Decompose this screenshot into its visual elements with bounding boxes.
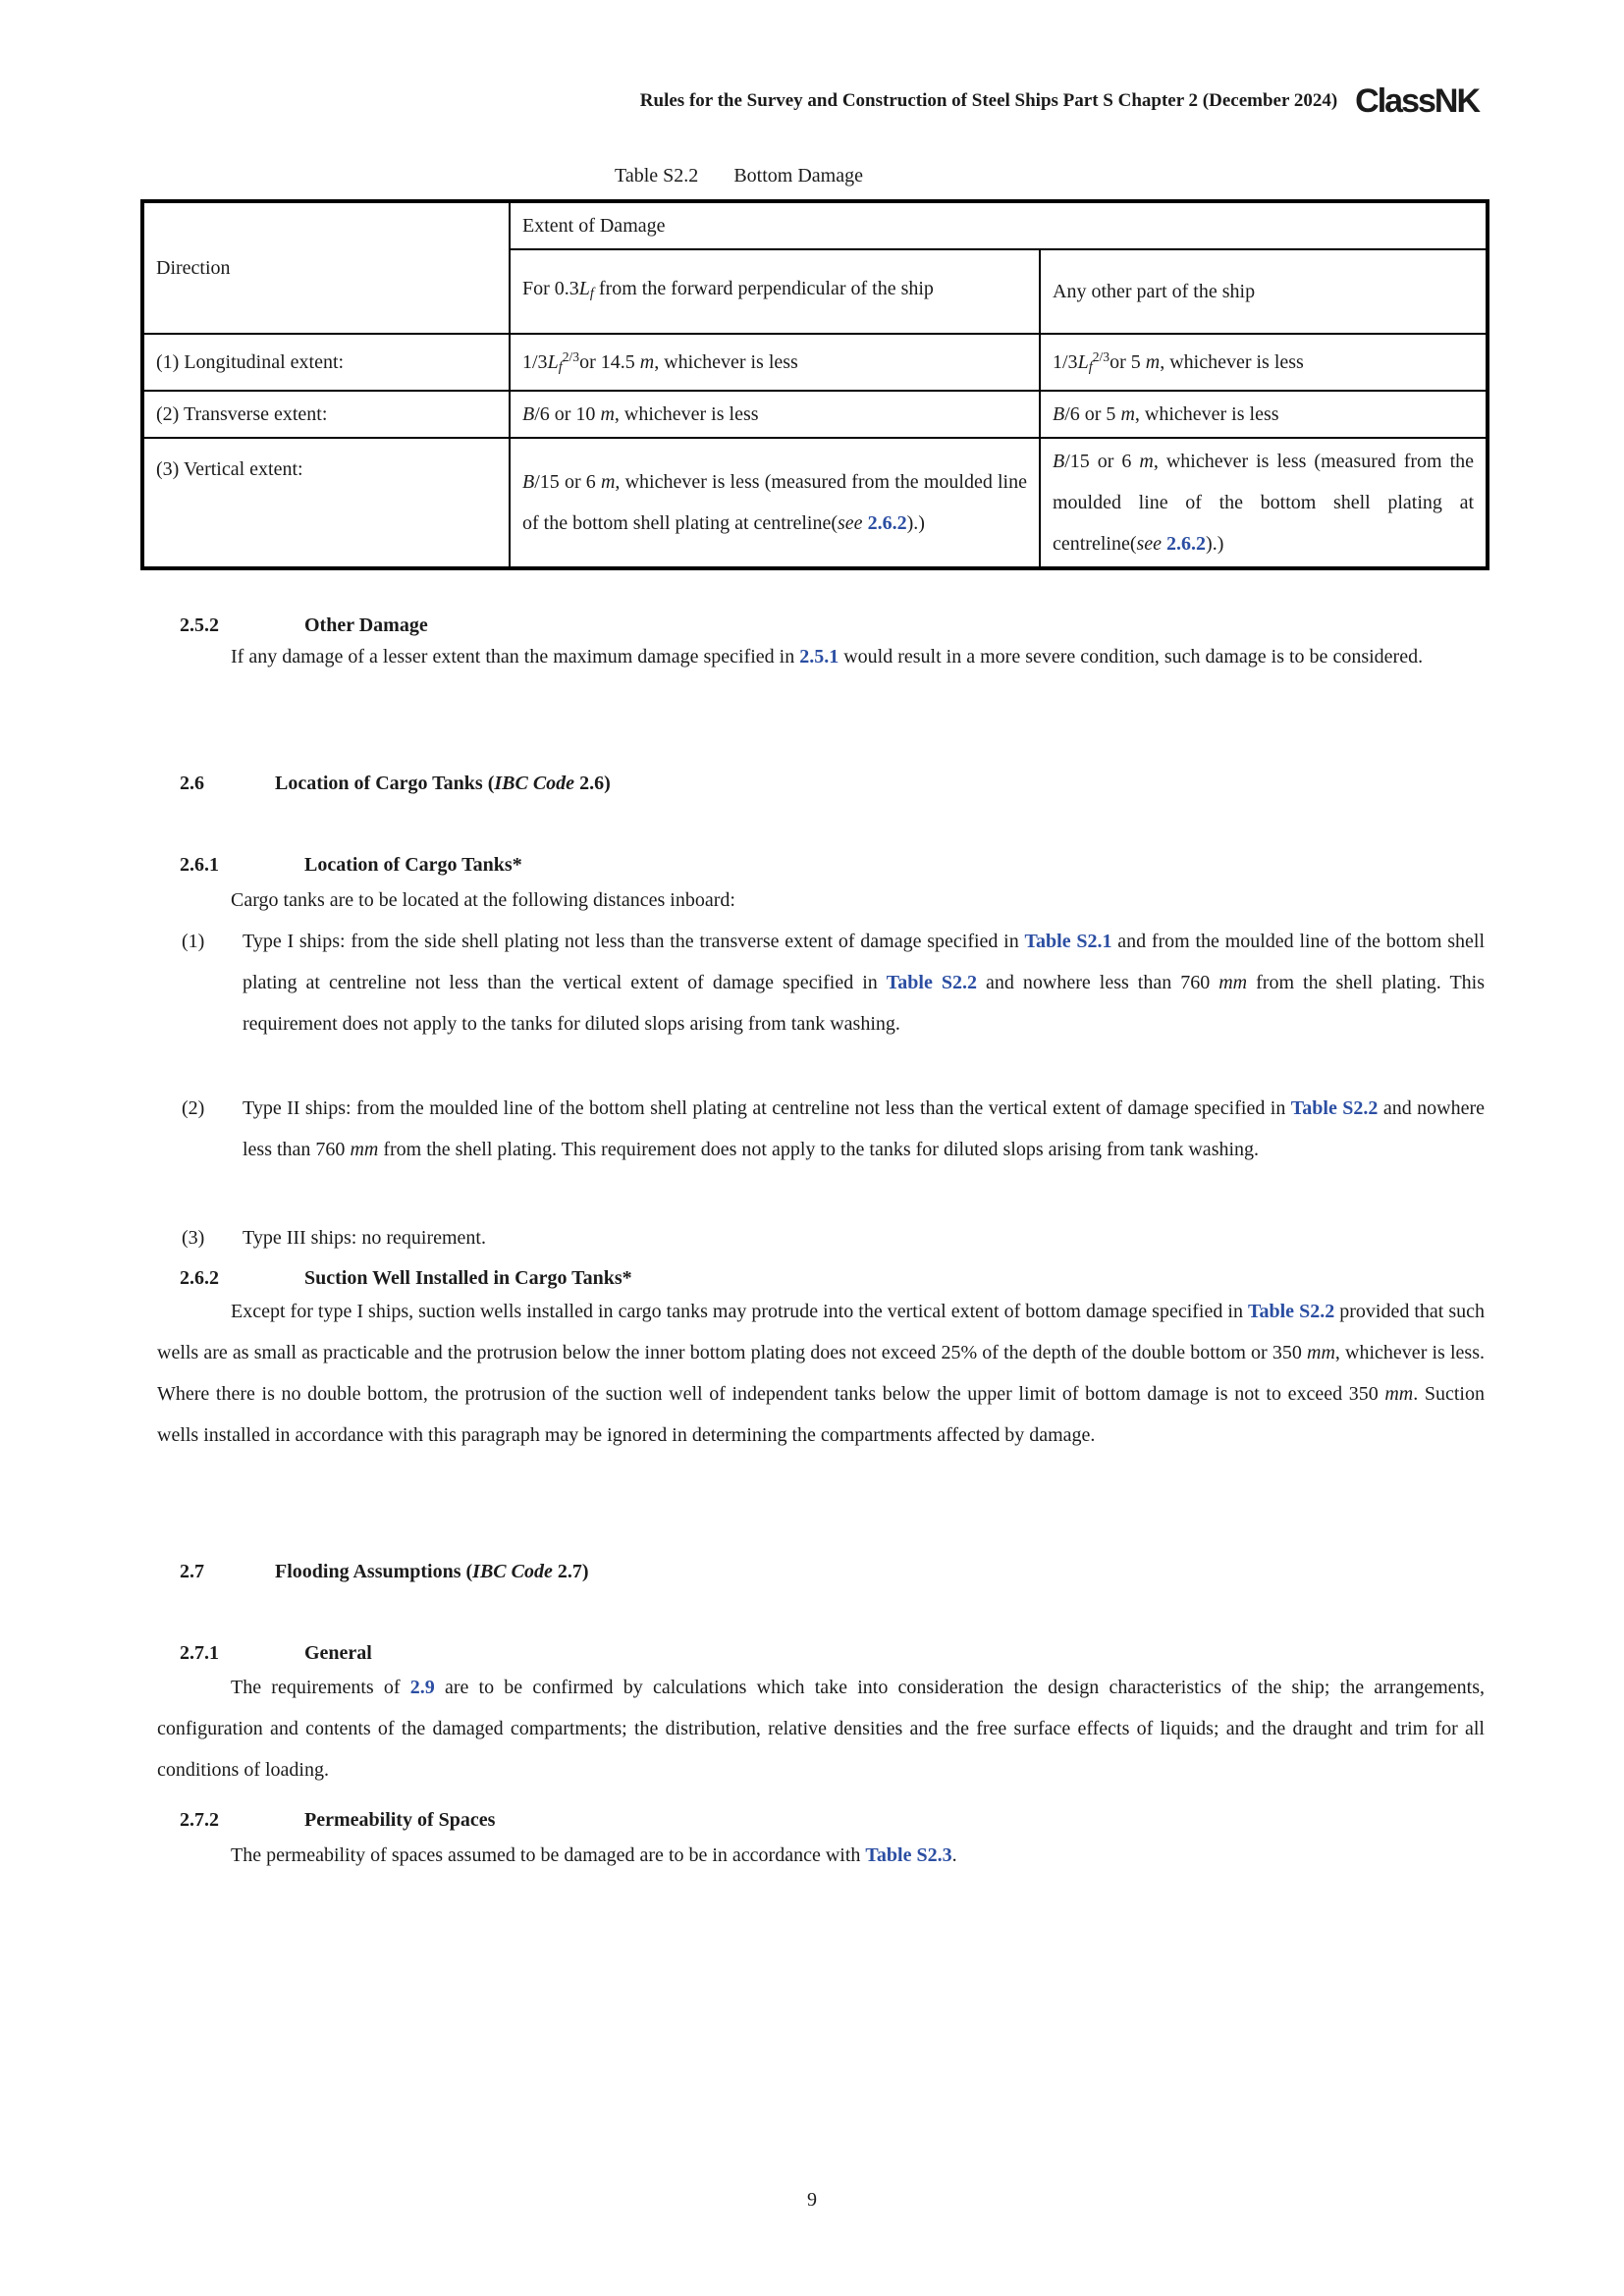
text-segment: . — [951, 1844, 957, 1866]
list-marker: (2) — [182, 1097, 205, 1119]
table-row — [142, 438, 1488, 568]
text-segment: B — [1053, 402, 1065, 425]
section-number: 2.6.2 — [180, 1267, 219, 1289]
list-item-text — [243, 921, 1485, 1044]
table-header-direction: Direction — [142, 201, 510, 334]
text-segment: 2.6) — [574, 773, 611, 794]
text-segment: f — [1088, 358, 1093, 375]
text-segment: would result in a more severe condition, such damage is to be considered. — [839, 646, 1424, 667]
section-number: 2.7.1 — [180, 1642, 219, 1664]
page-header — [0, 84, 1624, 118]
table-header-extent: Extent of Damage — [510, 201, 1488, 249]
text-segment: B — [522, 470, 535, 493]
cell-transverse-other — [1040, 391, 1488, 438]
text-segment: 2/3 — [1092, 349, 1110, 364]
cross-reference-link[interactable]: Table S2.2 — [886, 972, 977, 993]
text-segment: ).) — [906, 511, 925, 534]
text-segment: Except for type I ships, suction wells installed in cargo tanks may protrude into the vertical extent of bottom damage specified in — [231, 1301, 1248, 1322]
text-segment: provided that such wells are as small as practicable and the protrusion below the inner bottom plating does not exceed 25% of the depth of the double bottom or 350 — [157, 1301, 1486, 1363]
text-segment: 1/3 — [1053, 350, 1078, 373]
text-segment: The requirements of — [231, 1677, 410, 1698]
text-segment: m — [1145, 350, 1161, 373]
text-segment: The permeability of spaces assumed to be damaged are to be in accordance with — [231, 1844, 866, 1866]
text-segment: mm — [1384, 1383, 1414, 1405]
cross-reference-link[interactable]: Table S2.2 — [1290, 1097, 1379, 1119]
table-row — [142, 391, 1488, 438]
text-segment: from the forward perpendicular of the ship — [593, 278, 934, 300]
cross-reference-link[interactable]: 2.6.2 — [867, 511, 907, 534]
list-item-text — [243, 1088, 1485, 1170]
list-item-2 — [182, 1088, 1485, 1170]
text-segment: IBC Code — [472, 1561, 553, 1582]
section-number: 2.6 — [180, 773, 204, 794]
text-segment: /6 or 5 — [1064, 402, 1121, 425]
section-title: Permeability of Spaces — [304, 1809, 496, 1831]
list-item-text — [243, 1217, 1485, 1258]
text-segment: ).) — [1206, 532, 1224, 555]
row-label-transverse: (2) Transverse extent: — [142, 391, 510, 438]
text-segment: For 0.3 — [522, 278, 579, 300]
text-segment: , whichever is less — [614, 402, 759, 425]
bottom-damage-table — [140, 199, 1489, 570]
section-title — [275, 1551, 589, 1592]
section-number: 2.7.2 — [180, 1809, 219, 1831]
text-segment: see — [1136, 532, 1163, 555]
text-segment: and from the moulded line of the bottom shell plating at centreline not less than the vertical extent of damage specified in — [243, 931, 1486, 993]
text-segment: , whichever is less — [1160, 350, 1304, 373]
table-caption — [157, 165, 1321, 187]
text-segment: Location of Cargo Tanks ( — [275, 773, 495, 794]
paragraph-2-7-2 — [157, 1835, 1485, 1876]
text-segment: m — [1139, 450, 1154, 472]
text-segment: from the shell plating. This requirement does not apply to the tanks for diluted slops arising from tank washing. — [243, 972, 1486, 1035]
table-caption-label: Table S2.2 — [615, 165, 699, 187]
text-segment: 1/3 — [522, 350, 548, 373]
section-title — [275, 763, 611, 804]
section-number: 2.6.1 — [180, 854, 219, 876]
cross-reference-link[interactable]: Table S2.1 — [1024, 931, 1112, 952]
table-header-other — [1040, 249, 1488, 334]
text-segment: 2.7) — [552, 1561, 589, 1582]
section-title: Other Damage — [304, 614, 428, 636]
table-caption-title: Bottom Damage — [733, 165, 863, 187]
text-segment: or 14.5 — [579, 350, 640, 373]
text-segment: , whichever is less (measured from the moulded line of the bottom shell plating at centreline( — [1053, 450, 1475, 555]
text-segment: 2/3 — [562, 349, 580, 364]
cross-reference-link[interactable]: 2.6.2 — [1166, 532, 1207, 555]
text-segment: IBC Code — [494, 773, 575, 794]
cell-longitudinal-forward — [510, 334, 1040, 391]
cell-transverse-forward — [510, 391, 1040, 438]
text-segment: Type II ships: from the moulded line of the bottom shell plating at centreline not less than the vertical extent of damage specified in — [243, 1097, 1291, 1119]
section-title: Suction Well Installed in Cargo Tanks* — [304, 1267, 632, 1289]
cell-vertical-other — [1040, 438, 1488, 568]
text-segment: mm — [1307, 1342, 1335, 1363]
list-item-3 — [182, 1217, 1485, 1258]
text-segment: , whichever is less — [654, 350, 798, 373]
text-segment: and nowhere less than 760 — [977, 972, 1219, 993]
text-segment: /15 or 6 — [534, 470, 601, 493]
running-header-title: Rules for the Survey and Construction of Steel Ships Part S Chapter 2 (December 2024) — [639, 90, 1338, 111]
section-title: Location of Cargo Tanks* — [304, 854, 522, 876]
page-number: 9 — [807, 2189, 817, 2211]
text-segment: mm — [1218, 972, 1248, 993]
cell-vertical-forward — [510, 438, 1040, 568]
row-label-longitudinal: (1) Longitudinal extent: — [142, 334, 510, 391]
list-marker: (3) — [182, 1227, 205, 1249]
text-segment: from the shell plating. This requirement does not apply to the tanks for diluted slops arising from tank washing. — [378, 1139, 1260, 1160]
paragraph-2-6-1-intro: Cargo tanks are to be located at the following distances inboard: — [231, 889, 735, 911]
section-title: General — [304, 1642, 372, 1664]
text-segment: see — [838, 511, 863, 534]
text-segment: mm — [350, 1139, 379, 1160]
section-number: 2.7 — [180, 1561, 204, 1582]
text-segment: B — [522, 402, 535, 425]
text-segment: /15 or 6 — [1064, 450, 1140, 472]
text-segment: . Suction wells installed in accordance with this paragraph may be ignored in determining the compartments affected by damage. — [157, 1383, 1485, 1446]
text-segment: L — [578, 278, 590, 300]
paragraph-2-7-1 — [157, 1667, 1485, 1790]
text-segment: are to be confirmed by calculations which take into consideration the design characteristics of the ship; the arrangements, configuration and contents of the damaged compartments; the distribution, relative densities and the free surface effects of liquids; and the draught and trim for all conditions of loading. — [157, 1677, 1485, 1781]
cross-reference-link[interactable]: Table S2.3 — [865, 1844, 952, 1866]
text-segment: m — [600, 470, 616, 493]
text-segment: or 5 — [1110, 350, 1146, 373]
text-segment: Any other part of the ship — [1053, 281, 1256, 302]
list-marker: (1) — [182, 931, 205, 952]
text-segment: m — [639, 350, 655, 373]
text-segment: B — [1053, 450, 1065, 472]
text-segment: , whichever is less — [1134, 402, 1279, 425]
text-segment: m — [1120, 402, 1135, 425]
cross-reference-link[interactable]: 2.5.1 — [799, 646, 839, 667]
text-segment: Type III ships: no requirement. — [243, 1227, 486, 1249]
text-segment: f — [589, 286, 594, 302]
text-segment: Type I ships: from the side shell plating not less than the transverse extent of damage specified in — [243, 931, 1025, 952]
text-segment: L — [547, 350, 559, 373]
cross-reference-link[interactable]: Table S2.2 — [1247, 1301, 1335, 1322]
cell-longitudinal-other — [1040, 334, 1488, 391]
text-segment: , whichever is less. Where there is no double bottom, the protrusion of the suction well of independent tanks below the upper limit of bottom damage is not to exceed 350 — [157, 1342, 1485, 1405]
text-segment: If any damage of a lesser extent than the maximum damage specified in — [231, 646, 800, 667]
text-segment: and nowhere less than 760 — [243, 1097, 1486, 1160]
row-label-vertical: (3) Vertical extent: — [142, 438, 510, 568]
paragraph-2-5-2 — [157, 636, 1485, 677]
paragraph-2-6-2 — [157, 1291, 1485, 1456]
section-number: 2.5.2 — [180, 614, 219, 636]
list-item-1 — [182, 921, 1485, 1044]
table-row — [142, 334, 1488, 391]
text-segment: Flooding Assumptions ( — [275, 1561, 473, 1582]
classnk-logo: ClassNK — [1355, 82, 1479, 120]
section-heading-2-7 — [157, 1551, 1485, 1592]
table-header-forward — [510, 249, 1040, 334]
text-segment: /6 or 10 — [534, 402, 601, 425]
text-segment: , whichever is less (measured from the moulded line of the bottom shell plating at centreline( — [522, 470, 1027, 534]
section-heading-2-6 — [157, 763, 1485, 804]
text-segment: L — [1077, 350, 1089, 373]
text-segment: m — [600, 402, 615, 425]
cross-reference-link[interactable]: 2.9 — [409, 1677, 435, 1698]
text-segment: f — [558, 358, 563, 375]
